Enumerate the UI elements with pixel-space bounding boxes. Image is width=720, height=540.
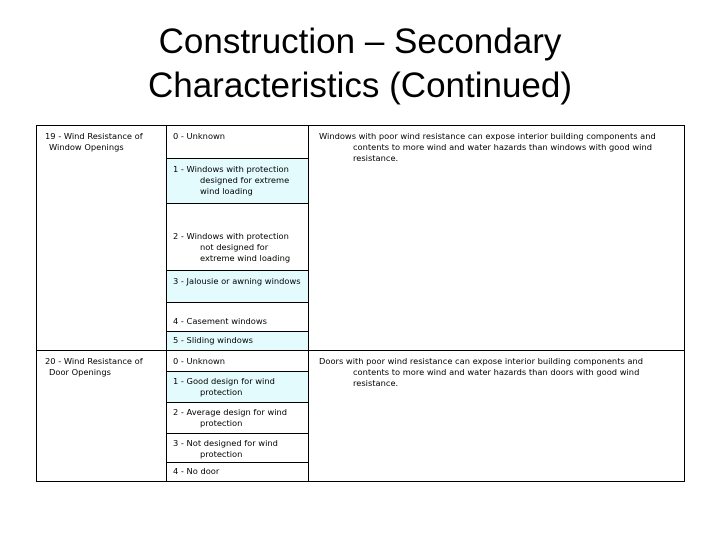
option-cell bbox=[167, 372, 309, 403]
option-label: 4 - No door bbox=[173, 466, 220, 476]
option-cell bbox=[167, 159, 309, 204]
feature-cell-19 bbox=[37, 126, 167, 351]
characteristics-table bbox=[36, 125, 685, 482]
feature-cell-20 bbox=[37, 351, 167, 482]
option-label: 1 - Good design for wind protection bbox=[173, 376, 275, 397]
option-cell bbox=[167, 403, 309, 434]
option-label: 2 - Average design for wind protection bbox=[173, 407, 288, 428]
option-cell bbox=[167, 271, 309, 303]
option-cell bbox=[167, 204, 309, 271]
slide-title-line-2: Characteristics (Continued) bbox=[147, 66, 573, 105]
table-row bbox=[37, 351, 685, 372]
slide-title-line-1: Construction – Secondary bbox=[158, 22, 562, 61]
option-label: 5 - Sliding windows bbox=[173, 335, 253, 345]
option-cell bbox=[167, 463, 309, 482]
slide-title bbox=[0, 20, 720, 108]
description-text: Doors with poor wind resistance can expose interior building components and contents to more wind and water hazards than doors with good wind resistance. bbox=[319, 356, 644, 388]
description-cell-20 bbox=[309, 351, 685, 482]
option-label: 3 - Jalousie or awning windows bbox=[173, 276, 301, 286]
option-label: 2 - Windows with protection not designed for extreme wind loading bbox=[173, 231, 291, 263]
description-text: Windows with poor wind resistance can expose interior building components and contents to more wind and water hazards than windows with good wind resistance. bbox=[319, 131, 656, 163]
option-cell bbox=[167, 332, 309, 351]
option-cell bbox=[167, 126, 309, 159]
feature-label: 19 - Wind Resistance of Window Openings bbox=[45, 131, 143, 152]
option-label: 4 - Casement windows bbox=[173, 316, 267, 326]
table-row bbox=[37, 126, 685, 159]
option-label: 0 - Unknown bbox=[173, 131, 226, 141]
option-cell bbox=[167, 434, 309, 463]
description-cell-19 bbox=[309, 126, 685, 351]
option-label: 1 - Windows with protection designed for extreme wind loading bbox=[173, 164, 290, 196]
option-label: 3 - Not designed for wind protection bbox=[173, 438, 278, 459]
option-cell bbox=[167, 303, 309, 332]
feature-label: 20 - Wind Resistance of Door Openings bbox=[45, 356, 143, 377]
option-label: 0 - Unknown bbox=[173, 356, 226, 366]
option-cell bbox=[167, 351, 309, 372]
